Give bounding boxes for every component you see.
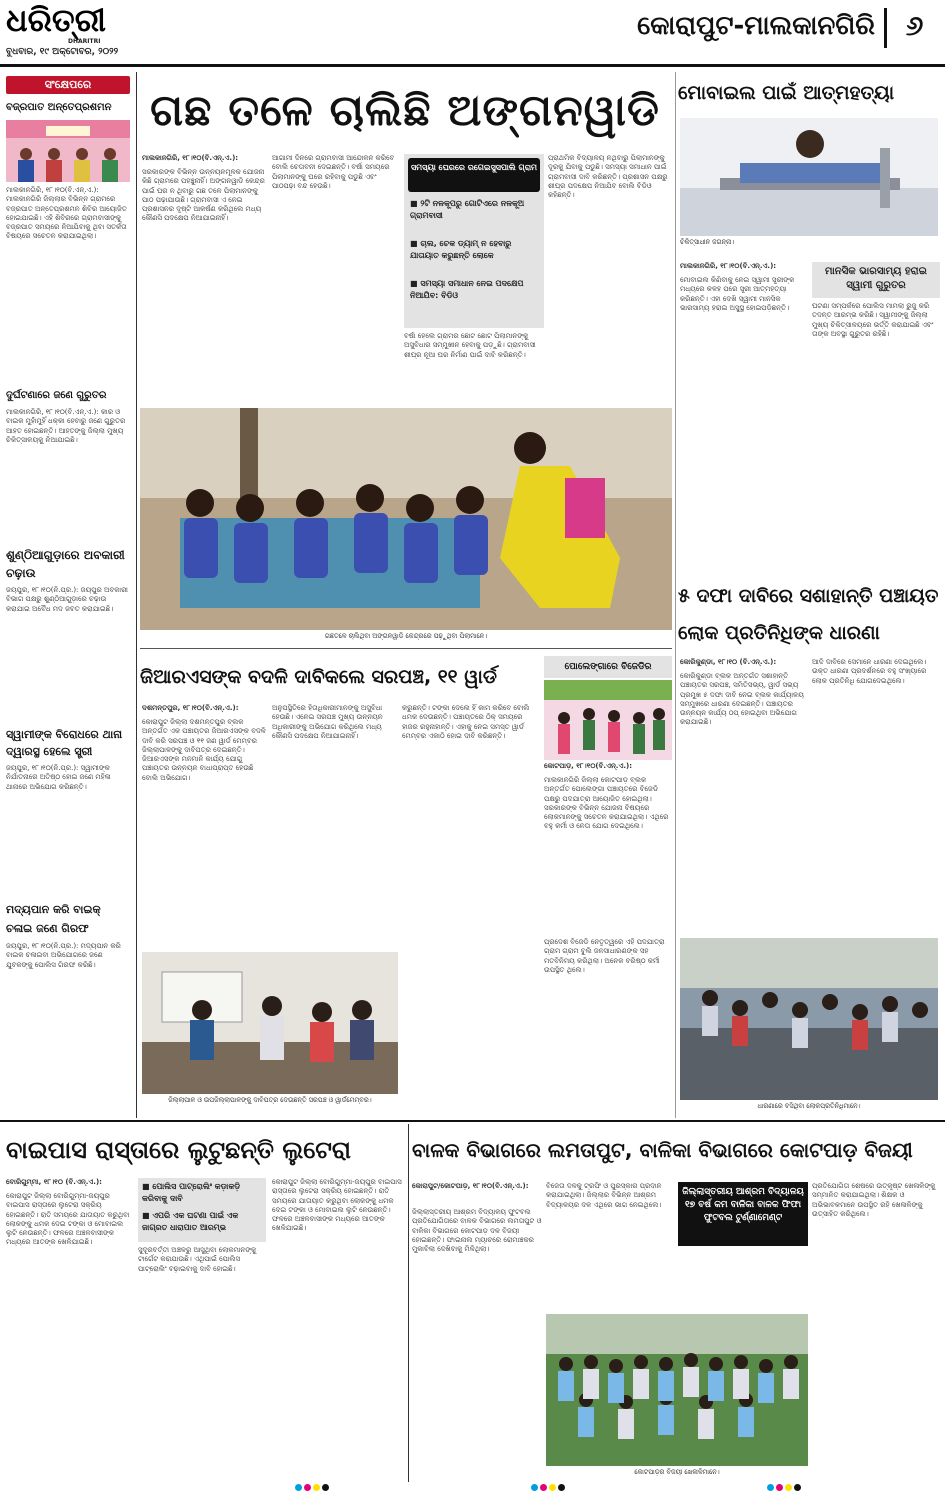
suicide-dateline: ମାଲକାନଗିରି, ୧୮।୧୦(ବି.ଏନ୍.ଏ.): [680,262,777,270]
black-dot [322,1484,329,1491]
lead-body: ପ୍ରାଥମିକ ବିଦ୍ୟାଳୟ ନଥିବାରୁ ପିଲାମାନଙ୍କୁ ଦୂରକୁ ଯିବାକୁ ପଡୁଛି। ସମସ୍ୟା ସମାଧାନ ପାଇଁ ଗ୍ରାମବାସୀ ଦାବି କରିଛନ୍ତି। ପ୍ରଶାସନ ପକ୍ଷରୁ ଶୀଘ୍ର ପଦକ୍ଷେପ ନିଆଯିବ ବୋଲି ବିଡିଓ କହିଛନ୍ତି। [548,154,668,200]
padayatra-headline-box [544,656,672,678]
lead-headline: ଗଛ ତଳେ ଚାଲିଛି ଅଙ୍ଗନୱାଡି [150,86,660,136]
lower-rule [0,1120,945,1122]
cyan-dot [295,1484,302,1491]
bullet-icon: ■ [410,199,418,208]
cyan-dot [531,1484,538,1491]
fact-item [410,278,538,326]
football-box [678,1182,808,1246]
brief-body: ଜୟପୁର, ୧୮।୧୦(ନି.ପ୍ର.): ମଦ୍ୟପାନ କରି ବାଇକ ଚଳାଇବା ଅଭିଯୋଗରେ ଜଣେ ଯୁବକଙ୍କୁ ପୋଲିସ ଗିରଫ କରିଛି। [6,942,121,969]
sarpanch-dateline: ଦଶମନ୍ତପୁର, ୧୮।୧୦(ବି.ଏନ୍.ଏ.): [142,704,239,712]
bypass-body: କୋରାପୁଟ ଜିଲ୍ଲା ବୋରିଗୁମ୍ମା-ଜୟପୁର ବାଇପାସ ରାସ୍ତାରେ ଲୁଟେରା ସକ୍ରିୟ ହୋଇଛନ୍ତି। ରାତି ସମୟରେ ଯାତାୟାତ କରୁଥିବା ଲୋକଙ୍କୁ ଧମକ ଦେଇ ଟଙ୍କା ଓ ମୋବାଇଲ ଲୁଟି ନେଉଛନ୍ତି। ଫଳରେ ଅଞ୍ଚଳବାସୀଙ୍କ ମଧ୍ୟରେ ଆତଙ୍କ ଖେଳିଯାଇଛି। [272,1178,402,1233]
sarpanch-body: କରୁଛନ୍ତି। ଟଙ୍କା ଦେଲେ ହିଁ କାମ କରିବେ ବୋଲି ଧମକ ଦେଉଛନ୍ତି। ପଞ୍ଚାୟତରେ ଠିକ୍ ସମୟରେ ହାଜର ରହୁନାହାନ୍ତି। ଏହାକୁ ନେଇ ସମସ୍ତ ୱାର୍ଡ ମେମ୍ବର ଏକାଠି ହୋଇ ଦାବି କରିଛନ୍ତି। [402,704,530,740]
yellow-dot [549,1484,556,1491]
issue-date: ବୁଧବାର, ୧୯ ଅକ୍ଟୋବର, ୨୦୨୨ [6,47,119,57]
padayatra-headline: ପୋଲେଙ୍ଗାରେ ବିଜେଡିର [564,662,652,672]
fact-item-text: ସମସ୍ୟା ସମାଧାନ ନେଇ ପଦକ୍ଷେପ ନିଆଯିବ: ବିଡିଓ [410,279,524,300]
hospital-photo-caption: ଚିକିତ୍ସାଧୀନ ଜଗନ୍ନା। [680,238,735,246]
dharana-dateline: କୋରିକୁଣ୍ଡା, ୧୮।୧୦ (ବି.ଏନ୍.ଏ.): [680,658,777,666]
bullet-icon: ■ [142,1182,150,1191]
bypass-box-text: ଏପରି ଏକ ଘଟଣା ପାଇଁ ଏକ ଜାଗ୍ରତ ଧାରାପାତ ଆରମ୍ଭ [142,1211,239,1232]
sarpanch-headline: ଜିଆରଏସଙ୍କ ବଦଳି ଦାବିକଲେ ସରପଞ୍ଚ, ୧୧ ୱାର୍ଡ [140,666,497,688]
brief-body: ଜୟପୁର, ୧୮।୧୦(ନି.ପ୍ର.): ସ୍ୱାମୀଙ୍କ ନିର୍ଯାତନାରେ ଅତିଷ୍ଠ ହୋଇ ଜଣେ ମହିଳା ଥାନାରେ ଅଭିଯୋଗ କରିଛନ୍ତି। [6,764,111,791]
bypass-box-item [142,1210,262,1240]
masthead-rule [0,64,945,67]
football-body: ବିଜେତା ଦଳକୁ ଟ୍ରଫି ଓ ପୁରସ୍କାର ପ୍ରଦାନ କରାଯାଇଥିଲା। ଜିଲ୍ଲାର ବିଭିନ୍ନ ଆଶ୍ରମ ବିଦ୍ୟାଳୟର ଦଳ ଏଥିରେ ଭାଗ ନେଇଥିଲେ। [546,1182,662,1209]
black-dot [794,1484,801,1491]
bypass-dateline: ବୋରିଗୁମ୍ମା, ୧୮।୧୦ (ବି.ଏନ୍.ଏ.): [6,1178,102,1186]
brief-label: ସଂକ୍ଷେପରେ [6,76,130,94]
bypass-box-item [142,1181,262,1209]
brief-title: ବଜ୍ରପାତ ଅନ୍ତେପ୍ରଶମନ [6,102,112,113]
football-headline: ବାଳକ ବିଭାଗରେ ଲମତାପୁଟ, ବାଳିକା ବିଭାଗରେ କୋଟପାଡ଼ ବିଜୟୀ [412,1138,913,1162]
lead-photo-caption: ଗଛତଳେ ଚାଲିଥିବା ଅଙ୍ଗନୱାଡି କେନ୍ଦ୍ରରେ ପଢ଼ୁଥିବା ପିଲାମାନେ। [324,632,488,640]
bypass-headline: ବାଇପାସ ରାସ୍ତାରେ ଲୁଟୁଛନ୍ତି ଲୁଟେରା [6,1136,351,1164]
bullet-icon: ■ [142,1211,150,1220]
football-photo [546,1314,808,1466]
fact-item-text: ଚାଲ, ଚେକ ଡ୍ୟାମ୍ ନ ହେବାରୁ ଯାତାୟାତ କରୁଛନ୍ତି ଲୋକେ [410,239,512,260]
right-divider [675,72,676,1118]
masthead [0,0,945,66]
sarpanch-photo [142,952,398,1094]
padayatra-photo [544,680,672,760]
magenta-dot [540,1484,547,1491]
dharana-body: କୋରିକୁଣ୍ଡା ବ୍ଲକ ଅନ୍ତର୍ଗତ ସଶାହାନ୍ତି ପଞ୍ଚାୟତର ସରପଞ୍ଚ, ସମିତିସଭ୍ୟ, ୱାର୍ଡ ସଭ୍ୟ ପ୍ରମୁଖ ୫ ଦଫା ଦାବି ନେଇ ବ୍ଲକ କାର୍ଯ୍ୟାଳୟ ସମ୍ମୁଖରେ ଧାରଣା ଦେଇଛନ୍ତି। ପଞ୍ଚାୟତର ଉନ୍ନୟନ କାର୍ଯ୍ୟ ଠପ୍ ହୋଇଥିବା ଅଭିଯୋଗ କରାଯାଇଛି। [680,672,804,727]
bullet-icon: ■ [410,279,418,288]
brief-title: ଶୁଣ୍ଠିଆଗୁଡ଼ାରେ ଅବକାରୀ ଚଢ଼ାଉ [6,548,125,580]
dharana-body: ଆଦି ଦାବିରେ ସେମାନେ ଧାରଣା ଦେଇଥିଲେ। ଉକ୍ତ ଧାରଣା ପ୍ରଦର୍ଶନରେ ବହୁ ସଂଖ୍ୟାରେ ଲୋକ ପ୍ରତିନିଧି ଯୋଗଦେଇଥିଲେ। [812,658,927,685]
bypass-body: ସୁଦୂରବର୍ତ୍ତୀ ଅଞ୍ଚଳରୁ ଆସୁଥିବା ଲୋକମାନଙ୍କୁ ଟାର୍ଗେଟ କରାଯାଉଛି। ଏଥିପାଇଁ ପୋଲିସ ପାଟ୍ରୋଲିଂ ବଢ଼ାଇବାକୁ ଦାବି ହୋଇଛି। [138,1246,257,1273]
dharana-photo-caption: ଧାରଣାରେ ବସିଥିବା ଲୋକପ୍ରତିନିଧିମାନେ। [757,1102,861,1110]
fact-item [410,238,538,274]
brief-body: ମାଲକାନଗିରି, ୧୮।୧୦(ବି.ଏନ୍.ଏ.): ମାଲକାନଗିରି ଜିଲ୍ଲାର ବିଭିନ୍ନ ଗ୍ରାମରେ ବଜ୍ରପାତ ଅନ୍ତେପ୍ରଶମନ ଶିବିର ଆୟୋଜିତ ହୋଇଯାଇଛି। ଏହି ଶିବିରରେ ଗ୍ରାମବାସୀଙ୍କୁ ବଜ୍ରପାତ ସମୟରେ ନିଆଯିବାକୁ ଥିବା ସତର୍କତା ବିଷୟରେ ସଚେତନ କରାଯାଇଥିଲା। [6,186,127,241]
dharana-headline: ୫ ଦଫା ଦାବିରେ ସଶାହାନ୍ତି ପଞ୍ଚାୟତ ଲୋକ ପ୍ରତିନିଧିଙ୍କ ଧାରଣା [678,585,939,644]
page-number: ୬ [905,9,924,42]
bullet-icon: ■ [410,239,418,248]
suicide-body: ଘଟଣା ସମ୍ପର୍କରେ ପୋଲିସ ମାମଲା ରୁଜୁ କରି ତଦନ୍ତ ଆରମ୍ଭ କରିଛି। ସ୍ୱାମୀଙ୍କୁ ଜିଲ୍ଲା ମୁଖ୍ୟ ଚିକିତ୍ସାଳୟରେ ଭର୍ତ୍ତି କରାଯାଇଛି ଏବଂ ତାଙ୍କ ଅବସ୍ଥା ଗୁରୁତର ରହିଛି। [812,302,934,338]
bypass-box [138,1178,266,1242]
fact-box [404,154,544,328]
suicide-headline: ମୋବାଇଲ ପାଇଁ ଆତ୍ମହତ୍ୟା [678,82,895,104]
lead-photo [140,408,672,630]
sidebar-divider [136,72,137,1118]
newspaper-logo: ଧରିତ୍ରୀ [6,1,106,39]
section-title: କୋରାପୁଟ-ମାଲକାନଗିରି [637,11,875,41]
brief-body: ଜୟପୁର, ୧୮।୧୦(ନି.ପ୍ର.): ଜୟପୁର ଅବକାରୀ ବିଭାଗ ପକ୍ଷରୁ ଶୁଣ୍ଠିଆଗୁଡ଼ାରେ ଚଢ଼ାଉ କରାଯାଇ ଅବୈଧ ମଦ ଜବତ କରାଯାଇଛି। [6,586,128,613]
lead-dateline: ମାଲକାନଗିରି, ୧୮।୧୦(ବି.ଏନ୍.ଏ.): [142,154,239,162]
magenta-dot [304,1484,311,1491]
registration-marks [0,1484,945,1497]
fact-item [410,198,538,234]
black-dot [558,1484,565,1491]
football-photo-caption: କୋଟପାଡ଼ର ବିଜୟୀ ଖେଳାଳିମାନେ। [634,1468,720,1476]
brief-photo [6,120,130,182]
fact-item-text: ୨ଟି ନଳକୂପରୁ ଗୋଟିଏରେ ନଳକୂଅ ଗ୍ରାମବାସୀ [410,199,525,220]
football-body: ଜିଲ୍ଲାସ୍ତରୀୟ ଆଶ୍ରମ ବିଦ୍ୟାଳୟ ଫୁଟବଲ ପ୍ରତିଯୋଗିତାରେ ବାଳକ ବିଭାଗରେ ଲମତାପୁଟ ଓ ବାଳିକା ବିଭାଗରେ କୋଟପାଡ଼ ଦଳ ବିଜୟୀ ହୋଇଛନ୍ତି। ଫାଇନାଲ ମ୍ୟାଚରେ ରୋମାଞ୍ଚକର ମୁକାବିଲା ଦେଖିବାକୁ ମିଳିଥିଲା। [412,1208,542,1254]
bypass-box-text: ପୋଲିସ ପାଟ୍ରୋଲିଂ କଡ଼ାକଡ଼ି କରିବାକୁ ଦାବି [142,1182,241,1203]
hospital-photo [680,118,938,236]
dharana-photo [680,938,938,1100]
suicide-subhead: ମାନସିକ ଭାରସାମ୍ୟ ହରାଇ ସ୍ୱାମୀ ଗୁରୁତର [812,262,940,298]
fact-box-head: ସମସ୍ୟା ଘେରରେ ରଗେଇସୁସପାଲି ଗ୍ରାମ [408,158,540,192]
bypass-body: କୋରାପୁଟ ଜିଲ୍ଲା ବୋରିଗୁମ୍ମା-ଜୟପୁର ବାଇପାସ ରାସ୍ତାରେ ଲୁଟେରା ସକ୍ରିୟ ହୋଇଛନ୍ତି। ରାତି ସମୟରେ ଯାତାୟାତ କରୁଥିବା ଲୋକଙ୍କୁ ଧମକ ଦେଇ ଟଙ୍କା ଓ ମୋବାଇଲ ଲୁଟି ନେଉଛନ୍ତି। ଫଳରେ ଅଞ୍ଚଳବାସୀଙ୍କ ମଧ୍ୟରେ ଆତଙ୍କ ଖେଳିଯାଇଛି। [6,1192,130,1247]
yellow-dot [313,1484,320,1491]
suicide-body: ମୋବାଇଲ କିଣିବାକୁ ନେଇ ସ୍ୱାମୀ ସ୍ତ୍ରୀଙ୍କ ମଧ୍ୟରେ କଳହ ପରେ ସ୍ତ୍ରୀ ଆତ୍ମହତ୍ୟା କରିଛନ୍ତି। ଏହା ଦେଖି ସ୍ୱାମୀ ମାନସିକ ଭାରସାମ୍ୟ ହରାଇ ଅସୁସ୍ଥ ହୋଇପଡ଼ିଛନ୍ତି। [680,276,795,312]
football-box-head: ଜିଲ୍ଲାସ୍ତରୀୟ ଆଶ୍ରମ ବିଦ୍ୟାଳୟ ୧୭ ବର୍ଷ କମ ବାଳିକା ବାଳକ ଫିଫା ଫୁଟବଲ ଟୁର୍ଣ୍ଣାମେଣ୍ଟ [682,1187,804,1223]
lead-body: ସରକାରଙ୍କ ବିଭିନ୍ନ ଉନ୍ନୟନମୂଳକ ଯୋଜନା କିଛି ଗ୍ରାମରେ ପହଞ୍ଚୁନାହିଁ। ଅଙ୍ଗନୱାଡି କେନ୍ଦ୍ର ପାଇଁ ଘର ନ ଥିବାରୁ ଗଛ ତଳେ ପିଲାମାନଙ୍କୁ ପାଠ ପଢ଼ାଯାଉଛି। ଗ୍ରାମବାସୀ ଏ ନେଇ ପ୍ରଶାସନର ଦୃଷ୍ଟି ଆକର୍ଷଣ କରିଥିଲେ ମଧ୍ୟ କୌଣସି ପଦକ୍ଷେପ ନିଆଯାଇନାହିଁ। [142,168,265,223]
lead-body: ବର୍ଷା ହେଲେ ଗ୍ରାମର ଛୋଟ ଛୋଟ ପିଲାମାନଙ୍କୁ ଅସୁବିଧାର ସମ୍ମୁଖୀନ ହେବାକୁ ପଡ଼ୁଛି। ଗ୍ରାମବାସୀ ଶୀଘ୍ର ନୂଆ ଘର ନିର୍ମାଣ ପାଇଁ ଦାବି କରିଛନ୍ତି। [404,332,536,359]
logo-subtext: DHARITRI [68,38,101,45]
padayatra-dateline: କୋଟପାଡ଼, ୧୮।୧୦(ବି.ଏନ୍.ଏ.): [544,762,633,770]
sarpanch-body: ଅନୁପସ୍ଥିତିରେ ହିତାଧିକାରୀମାନଙ୍କୁ ଅସୁବିଧା ହେଉଛି। ଏନେଇ ସରପଞ୍ଚ ମୁଖ୍ୟ ଉନ୍ନୟନ ଅଧିକାରୀଙ୍କୁ ଅଭିଯୋଗ କରିଥିଲେ ମଧ୍ୟ କୌଣସି ପଦକ୍ଷେପ ନିଆଯାଇନାହିଁ। [272,704,383,740]
padayatra-body: ମାଲକାନଗିରି ଜିଲ୍ଲା କୋଟପାଡ଼ ବ୍ଲକ ଅନ୍ତର୍ଗତ ପୋଲେଙ୍ଗା ପଞ୍ଚାୟତରେ ବିଜେଡି ପକ୍ଷରୁ ପଦଯାତ୍ରା ଆୟୋଜିତ ହୋଇଥିଲା। ସରକାରଙ୍କ ବିଭିନ୍ନ ଯୋଜନା ବିଷୟରେ ଲୋକମାନଙ୍କୁ ସଚେତନ କରାଯାଇଥିଲା। ଏଥିରେ ବହୁ କର୍ମୀ ଓ ନେତା ଯୋଗ ଦେଇଥିଲେ। [544,776,669,831]
padayatra-body: ପ୍ରଦେଶ ବିଜେଡି ନେତୃତ୍ୱରେ ଏହି ପଦଯାତ୍ରା ଗ୍ରାମ ଗ୍ରାମ ବୁଲି ଜନସାଧାରଣଙ୍କ ସହ ମତବିନିମୟ କରିଥିଲା। ଅନେକ ବରିଷ୍ଠ କର୍ମୀ ଉପସ୍ଥିତ ଥିଲେ। [544,938,665,974]
football-body: ପ୍ରତିଯୋଗିତା ଶେଷରେ ଉତ୍କୃଷ୍ଟ ଖେଳାଳିଙ୍କୁ ସମ୍ମାନିତ କରାଯାଇଥିଲା। ଶିକ୍ଷକ ଓ ଅଭିଭାବକମାନେ ଉପସ୍ଥିତ ରହି ଖେଳାଳିଙ୍କୁ ଉତ୍ସାହିତ କରିଥିଲେ। [812,1182,936,1218]
lead-body: ଆଗାମୀ ଦିନରେ ଗ୍ରାମବାସୀ ଆନ୍ଦୋଳନ କରିବେ ବୋଲି ଚେତାବନୀ ଦେଇଛନ୍ତି। ବର୍ଷା ସମୟରେ ପିଲାମାନଙ୍କୁ ଘରେ ରହିବାକୁ ପଡୁଛି ଏବଂ ପାଠପଢ଼ା ବନ୍ଦ ହେଉଛି। [272,154,395,190]
brief-body: ମାଲକାନଗିରି, ୧୮।୧୦(ବି.ଏନ୍.ଏ.): କାର ଓ ବାଇକ ମୁହାଁମୁହିଁ ଧକ୍କା ହେବାରୁ ଜଣେ ଗୁରୁତର ଆହତ ହୋଇଛନ୍ତି। ଆହତଙ୍କୁ ଜିଲ୍ଲା ମୁଖ୍ୟ ଚିକିତ୍ସାଳୟକୁ ନିଆଯାଇଛି। [6,408,126,444]
bottom-divider [408,1124,409,1482]
brief-title: ଦୁର୍ଘଟଣାରେ ଜଣେ ଗୁରୁତର [6,390,107,401]
magenta-dot [776,1484,783,1491]
yellow-dot [785,1484,792,1491]
mid-rule [140,648,672,649]
sarpanch-body: କୋରାପୁଟ ଜିଲ୍ଲା ଦଶମନ୍ତପୁର ବ୍ଲକ ଅନ୍ତର୍ଗତ ଏକ ପଞ୍ଚାୟତର ଜିଆରଏସଙ୍କ ବଦଳି ଦାବି କରି ସରପଞ୍ଚ ଓ ୧୧ ଜଣ ୱାର୍ଡ ମେମ୍ବର ଜିଲ୍ଲାପାଳଙ୍କୁ ଦାବିପତ୍ର ଦେଇଛନ୍ତି। ଜିଆରଏସଙ୍କ ମନମାନି କାର୍ଯ୍ୟ ଯୋଗୁ ପଞ୍ଚାୟତର ଉନ୍ନୟନ ବାଧାପ୍ରାପ୍ତ ହେଉଛି ବୋଲି ଅଭିଯୋଗ। [142,718,266,782]
sarpanch-photo-caption: ଜିଲ୍ଲାପାଳ ଓ ଉପଜିଲ୍ଲାପାଳଙ୍କୁ ଦାବିପତ୍ର ଦେଉଛନ୍ତି ସରପଞ୍ଚ ଓ ୱାର୍ଡମେମ୍ବର। [168,1096,372,1104]
football-dateline: କୋରାପୁଟ/କୋଟପାଡ଼, ୧୮।୧୦(ବି.ଏନ୍.ଏ.): [412,1182,529,1190]
header-divider [884,8,887,48]
cyan-dot [767,1484,774,1491]
brief-title: ସ୍ୱାମୀଙ୍କ ବିରୋଧରେ ଥାନା ଦ୍ୱାରସ୍ଥ ହେଲେ ସ୍ତ୍ରୀ [6,728,123,758]
brief-title: ମଦ୍ୟପାନ କରି ବାଇକ୍ ଚଳାଇ ଜଣେ ଗିରଫ [6,903,101,935]
